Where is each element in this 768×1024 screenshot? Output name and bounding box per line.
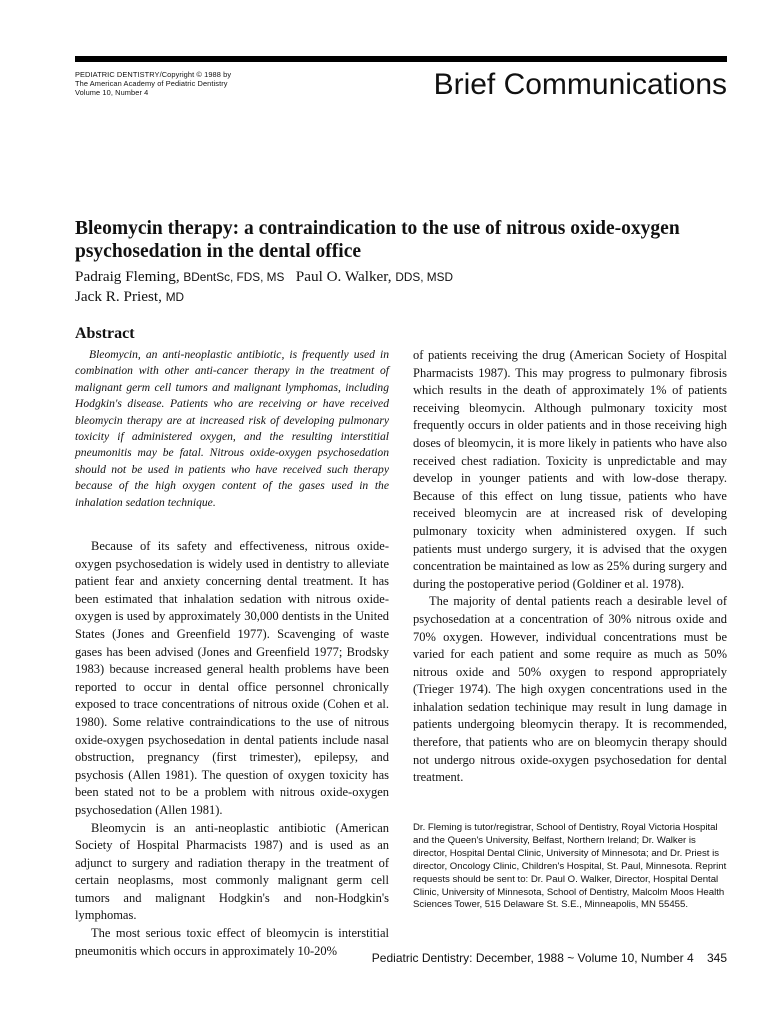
section-title: Brief Communications xyxy=(433,68,727,101)
author-affiliation-footnote xyxy=(413,822,731,912)
author-name: Paul O. Walker, xyxy=(295,268,392,285)
author-degrees: BDentSc, FDS, MS xyxy=(183,270,285,284)
body-paragraph: of patients receiving the drug (American Society of Hospital Pharmacists 1987). This may progress to pulmonary fibrosis which results in the death of approximately 1% of patients receiving bleomycin. Although pulmonary toxicity most frequently occurs in older patients and in those receiving high doses of bleomycin, it is more likely in patients who have also received chest radiation. Toxicity is unpredictable and may develop in younger patients and with low-dose therapy. Because of this effect on lung tissue, patients who have received bleomycin are at increased risk of developing pulmonary toxicity when administered oxygen. If such patients must undergo surgery, it is advised that the oxygen concentration be maintained as low as 25% during surgery and during the postoperative period (Goldiner et al. 1978). xyxy=(413,348,727,591)
body-paragraph: Bleomycin is an anti-neoplastic antibiotic (American Society of Hospital Pharmacists 1987) and is used as an adjunct to surgery and radiation therapy in the treatment of certain neoplasms, most commonly malignant germ cell tumors and malignant Hodgkin's and non-Hodgkin's lymphomas. xyxy=(75,820,389,923)
author-list xyxy=(75,267,715,307)
footer-citation: Pediatric Dentistry: December, 1988 ~ Volume 10, Number 4 xyxy=(371,951,694,965)
abstract-text xyxy=(75,347,389,511)
author-name: Jack R. Priest, xyxy=(75,288,162,305)
page-number: 345 xyxy=(706,951,727,965)
journal-info-line: The American Academy of Pediatric Dentistry xyxy=(75,78,228,88)
author-degrees: DDS, MSD xyxy=(395,270,454,284)
author-name: Padraig Fleming, xyxy=(75,268,180,285)
body-paragraph: The most serious toxic effect of bleomycin is interstitial pneumonitis which occurs in approximately 10-20% xyxy=(75,926,389,958)
abstract-paragraph: Bleomycin, an anti-neoplastic antibiotic, is frequently used in combination with other anti-cancer therapy in the treatment of malignant germ cell tumors and malignant lymphomas, including Hodgkin's disease. Patients who are receiving or have received bleomycin therapy are at increased risk of developing pulmonary toxicity if administered oxygen, and the resulting interstitial pneumonitis may be fatal. Nitrous oxide-oxygen psychosedation should not be used in patients who have received such therapy because of the high oxygen content of the gases used in the inhalation sedation technique. xyxy=(75,348,389,509)
footnote-text: Dr. Fleming is tutor/registrar, School of Dentistry, Royal Victoria Hospital and the Queen's University, Belfast, Northern Ireland; Dr. Walker is director, Hospital Dental Clinic, University of Minnesota; and Dr. Priest is director, Oncology Clinic, Children's Hospital, St. Paul, Minnesota. Reprint requests should be sent to: Dr. Paul O. Walker, Director, Hospital Dental Clinic, University of Minnesota, School of Dentistry, Malcolm Moos Health Sciences Tower, 515 Delaware St. S.E., Minneapolis, MN 55455. xyxy=(413,822,727,911)
body-paragraph: Because of its safety and effectiveness, nitrous oxide-oxygen psychosedation is widely used in dentistry to alleviate patient fear and anxiety concerning dental treatment. It has been estimated that inhalation sedation with nitrous oxide-oxygen is used by approximately 30,000 dentists in the United States (Jones and Greenfield 1977). Scavenging of waste gases has been advised (Jones and Greenfield 1977; Brodsky 1983) because increased general health problems have been reported to occur in dental office personnel chronically exposed to trace concentrations of nitrous oxide (Cohen et al. 1980). Some relative contraindications to the use of nitrous oxide-oxygen psychosedation in dental patients include nasal obstruction, pregnancy (first trimester), epilepsy, and psychosis (Allen 1981). The question of oxygen toxicity has been stated not to be a problem with nitrous oxide-oxygen psychosedation (Allen 1981). xyxy=(75,539,389,817)
journal-info-line: PEDIATRIC DENTISTRY/Copyright © 1988 by xyxy=(75,70,232,79)
journal-info xyxy=(75,71,335,97)
article-title: Bleomycin therapy: a contraindication to the use of nitrous oxide-oxygen psychosedation in the dental office xyxy=(75,218,680,262)
body-column-right xyxy=(413,347,727,787)
body-column-left xyxy=(75,538,389,960)
header-rule xyxy=(75,56,727,62)
author-degrees: MD xyxy=(165,290,185,304)
journal-info-line: Volume 10, Number 4 xyxy=(75,87,149,97)
page-footer xyxy=(372,951,727,965)
abstract-heading: Abstract xyxy=(75,325,135,342)
body-paragraph: The majority of dental patients reach a desirable level of psychosedation at a concentration of 30% nitrous oxide and 70% oxygen. However, individual concentrations must be varied for each patient and some require as much as 50% nitrous oxide and 50% oxygen to respond appropriately (Trieger 1974). The high oxygen concentrations used in the inhalation sedation techinique may result in lung damage in patients undergoing bleomycin therapy. It is recommended, therefore, that patients who are on bleomycin therapy should not undergo nitrous oxide-oxygen psychosedation for dental treatment. xyxy=(413,594,727,785)
